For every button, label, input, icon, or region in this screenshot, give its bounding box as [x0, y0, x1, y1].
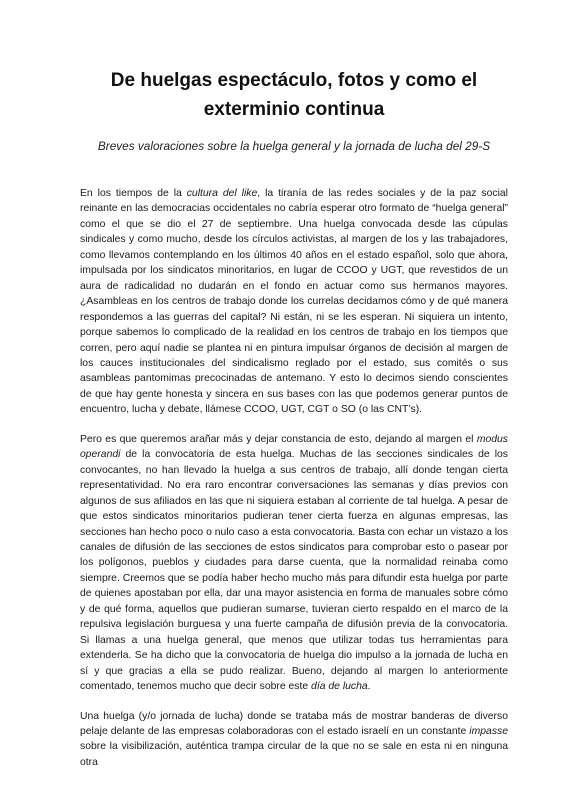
italic-phrase: impasse: [469, 725, 508, 737]
body-paragraph: [80, 432, 508, 695]
paragraph-text: de la convocatoria de esta huelga. Muchas de las secciones sindicales de los convocantes, no han llevado la huelga a sus centros de trabajo, allí donde tengan cierta representatividad. No era raro encontrar conversaciones las semanas y días previos con algunos de sus afiliados en las que ni siquiera estaban al corriente de tal huelga. A pesar de que estos sindicatos minoritarios pudieran tener cierta fuerza en algunas empresas, las secciones han hecho poco o nulo caso a esta convocatoria. Basta con echar un vistazo a los canales de difusión de las secciones de estos sindicatos para comprobar esto o pasear por los polígonos, pueblos y ciudades para darse cuenta, que la normalidad reinaba como siempre. Creemos que se podía haber hecho mucho más para difundir esta huelga por parte de quienes apostaban por ella, dar una mayor asistencia en forma de manuales sobre cómo y de qué forma, aquellos que pudieran sumarse, tuvieran cierto respaldo en el marco de la repulsiva legislación burguesa y una fuerte campaña de difusión previa de la convocatoria. Si llamas a una huelga general, que menos que utilizar todas tus herramientas para extenderla. Se ha dicho que la convocatoria de huelga dio impulso a la jornada de lucha en sí y que gracias a ella se pudo realizar. Bueno, dejando al margen lo anteriormente comentado, tenemos mucho que decir sobre este: [80, 449, 508, 693]
paragraph-text: En los tiempos de la: [80, 188, 187, 199]
paragraph-text: sobre la visibilización, auténtica trampa circular de la que no se sale en esta ni en ninguna otra: [80, 741, 508, 768]
paragraph-text: , la tiranía de las redes sociales y de la paz social reinante en las democracias occidentales no cabría esperar otro formato de “huelga general” como el que se dio el 27 de septiembre. Una huelga convocada desde las cúpulas sindicales y como mucho, desde los círculos activistas, al margen de los y las trabajadores, como llevamos contemplando en los últimos 40 años en el estado español, solo que ahora, impulsada por los sindicatos minoritarios, en lugar de CCOO y UGT, que revestidos de un aura de radicalidad no dudarán en el fondo en actuar como sus hermanos mayores. ¿Asambleas en los centros de trabajo donde los currelas decidamos cómo y de qué manera respondemos a las guerras del capital? Ni están, ni se les esperan. Ni siquiera un intento, porque sabemos lo complicado de la realidad en los centros de trabajo en los tiempos que corren, pero aquí nadie se plantea ni en pintura impulsar órganos de decisión al margen de los cauces institucionales del sindicalismo reglado por el estado, sus comités o sus asambleas pantomimas precocinadas de antemano. Y esto lo decimos siendo conscientes de que hay gente honesta y sincera en sus bases con las que podemos generar puntos de encuentro, lucha y debate, llámese CCOO, UGT, CGT o SO (o las CNT’s).: [80, 188, 508, 416]
body-paragraph: [80, 709, 508, 771]
document-title: De huelgas espectáculo, fotos y como el exterminio continua: [110, 70, 478, 120]
paragraph-text: .: [367, 681, 371, 693]
italic-phrase: cultura del like: [186, 188, 258, 199]
paragraph-text: Una huelga (y/o jornada de lucha) donde se trataba más de mostrar banderas de diverso pelaje delante de las empresas colaboradoras con el estado israelí en un constante: [80, 710, 508, 737]
document-body: [80, 186, 508, 770]
document-subtitle: Breves valoraciones sobre la huelga general y la jornada de lucha del 29-S: [97, 139, 491, 153]
paragraph-text: Pero es que queremos arañar más y dejar constancia de esto, dejando al margen el: [80, 433, 477, 445]
body-paragraph: [80, 186, 508, 418]
italic-phrase: modus operandi: [80, 433, 508, 461]
italic-phrase: día de lucha: [311, 681, 368, 693]
